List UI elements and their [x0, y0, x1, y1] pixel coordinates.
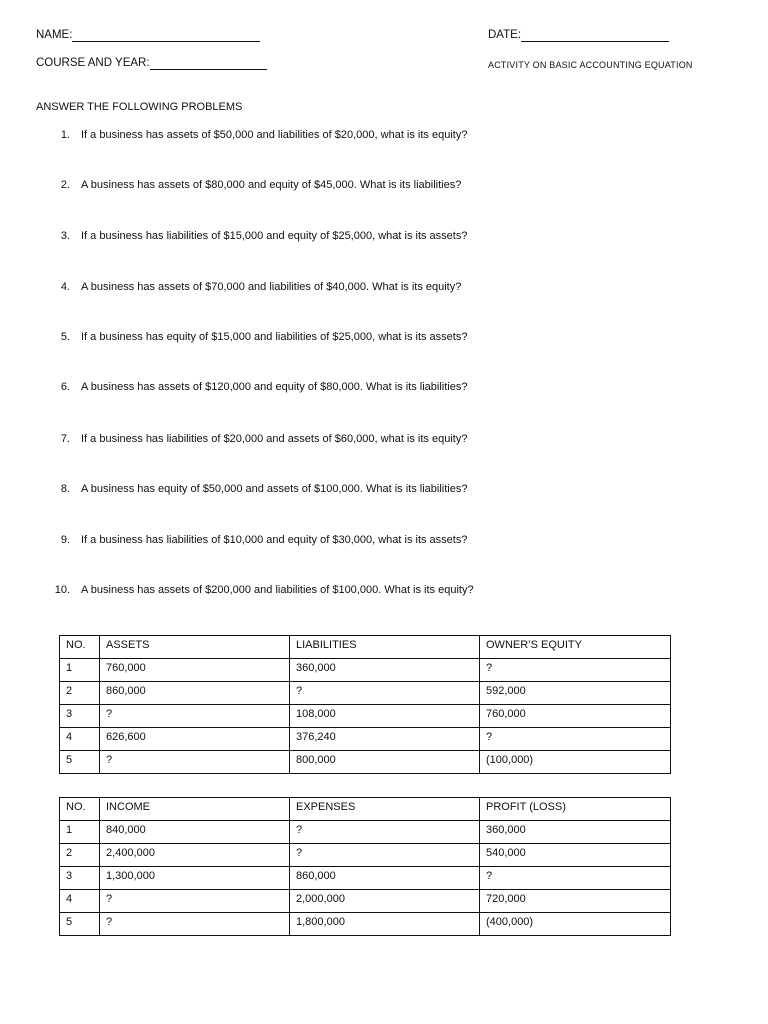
table-cell: 3: [60, 705, 100, 728]
name-field: [36, 28, 260, 42]
table-cell: 760,000: [480, 705, 671, 728]
table-cell: 1,800,000: [290, 913, 480, 936]
question-text: If a business has liabilities of $15,000 and equity of $25,000, what is its assets?: [81, 230, 468, 242]
table-cell: 860,000: [290, 867, 480, 890]
table-cell: 3: [60, 867, 100, 890]
table-row: [60, 867, 671, 890]
table-row: [60, 751, 671, 774]
table-cell: 800,000: [290, 751, 480, 774]
question-number: 10.: [54, 584, 70, 596]
question-number: 1.: [60, 129, 70, 141]
table-cell: 360,000: [480, 821, 671, 844]
course-year-label: COURSE AND YEAR:: [36, 57, 150, 69]
table-cell: 108,000: [290, 705, 480, 728]
table-cell: 1: [60, 821, 100, 844]
table-cell: 1: [60, 659, 100, 682]
table-cell: 540,000: [480, 844, 671, 867]
table-cell: 5: [60, 751, 100, 774]
table-cell: 626,600: [100, 728, 290, 751]
table-cell: ?: [480, 867, 671, 890]
table-header-row: [60, 636, 671, 659]
table-cell: ?: [290, 821, 480, 844]
question-text: A business has assets of $80,000 and equity of $45,000. What is its liabilities?: [81, 179, 462, 191]
table-cell: 4: [60, 728, 100, 751]
question-text: If a business has equity of $15,000 and liabilities of $25,000, what is its assets?: [81, 331, 468, 343]
table-cell: 4: [60, 890, 100, 913]
header-cell-liabilities: LIABILITIES: [290, 636, 480, 659]
date-blank-line[interactable]: [521, 29, 669, 42]
question-text: If a business has assets of $50,000 and liabilities of $20,000, what is its equity?: [81, 129, 468, 141]
course-year-field: [36, 56, 267, 70]
question-number: 7.: [60, 433, 70, 445]
date-field: [488, 28, 669, 42]
header-cell-no: NO.: [60, 798, 100, 821]
table-cell: 2,400,000: [100, 844, 290, 867]
activity-title: ACTIVITY ON BASIC ACCOUNTING EQUATION: [488, 60, 693, 70]
question-number: 3.: [60, 230, 70, 242]
header-cell-profit-loss: PROFIT (LOSS): [480, 798, 671, 821]
header-cell-owners-equity: OWNER’S EQUITY: [480, 636, 671, 659]
header-cell-assets: ASSETS: [100, 636, 290, 659]
instructions-heading: ANSWER THE FOLLOWING PROBLEMS: [36, 101, 243, 113]
question-number: 9.: [60, 534, 70, 546]
table-cell: 360,000: [290, 659, 480, 682]
table-cell: ?: [290, 844, 480, 867]
table-row: [60, 844, 671, 867]
table-cell: (400,000): [480, 913, 671, 936]
question-text: If a business has liabilities of $10,000 and equity of $30,000, what is its assets?: [81, 534, 468, 546]
table-cell: 720,000: [480, 890, 671, 913]
table-cell: 840,000: [100, 821, 290, 844]
table-row: [60, 659, 671, 682]
question-text: A business has assets of $200,000 and liabilities of $100,000. What is its equity?: [81, 584, 474, 596]
table-cell: 860,000: [100, 682, 290, 705]
course-year-blank-line[interactable]: [150, 57, 267, 70]
question-text: A business has equity of $50,000 and assets of $100,000. What is its liabilities?: [81, 483, 468, 495]
table-row: [60, 682, 671, 705]
table-cell: 760,000: [100, 659, 290, 682]
table-header-row: [60, 798, 671, 821]
header-cell-income: INCOME: [100, 798, 290, 821]
header-cell-no: NO.: [60, 636, 100, 659]
question-text: A business has assets of $70,000 and liabilities of $40,000. What is its equity?: [81, 281, 462, 293]
table-cell: 5: [60, 913, 100, 936]
table-cell: 376,240: [290, 728, 480, 751]
date-label: DATE:: [488, 29, 522, 41]
table-cell: ?: [480, 659, 671, 682]
table-row: [60, 913, 671, 936]
table-cell: 2,000,000: [290, 890, 480, 913]
table-cell: ?: [480, 728, 671, 751]
name-blank-line[interactable]: [72, 29, 260, 42]
header-cell-expenses: EXPENSES: [290, 798, 480, 821]
question-text: If a business has liabilities of $20,000 and assets of $60,000, what is its equity?: [81, 433, 468, 445]
question-number: 2.: [60, 179, 70, 191]
table-cell: 1,300,000: [100, 867, 290, 890]
table-cell: ?: [100, 913, 290, 936]
profit-loss-table: [59, 797, 671, 936]
table-cell: ?: [100, 751, 290, 774]
question-text: A business has assets of $120,000 and equity of $80,000. What is its liabilities?: [81, 381, 468, 393]
table-row: [60, 890, 671, 913]
name-label: NAME:: [36, 29, 73, 41]
accounting-equation-table: [59, 635, 671, 774]
table-row: [60, 705, 671, 728]
question-number: 6.: [60, 381, 70, 393]
table-cell: ?: [290, 682, 480, 705]
table-cell: (100,000): [480, 751, 671, 774]
table-cell: ?: [100, 890, 290, 913]
table-cell: ?: [100, 705, 290, 728]
table-row: [60, 821, 671, 844]
question-number: 5.: [60, 331, 70, 343]
question-number: 8.: [60, 483, 70, 495]
table-cell: 592,000: [480, 682, 671, 705]
table-cell: 2: [60, 844, 100, 867]
table-cell: 2: [60, 682, 100, 705]
table-row: [60, 728, 671, 751]
question-number: 4.: [60, 281, 70, 293]
